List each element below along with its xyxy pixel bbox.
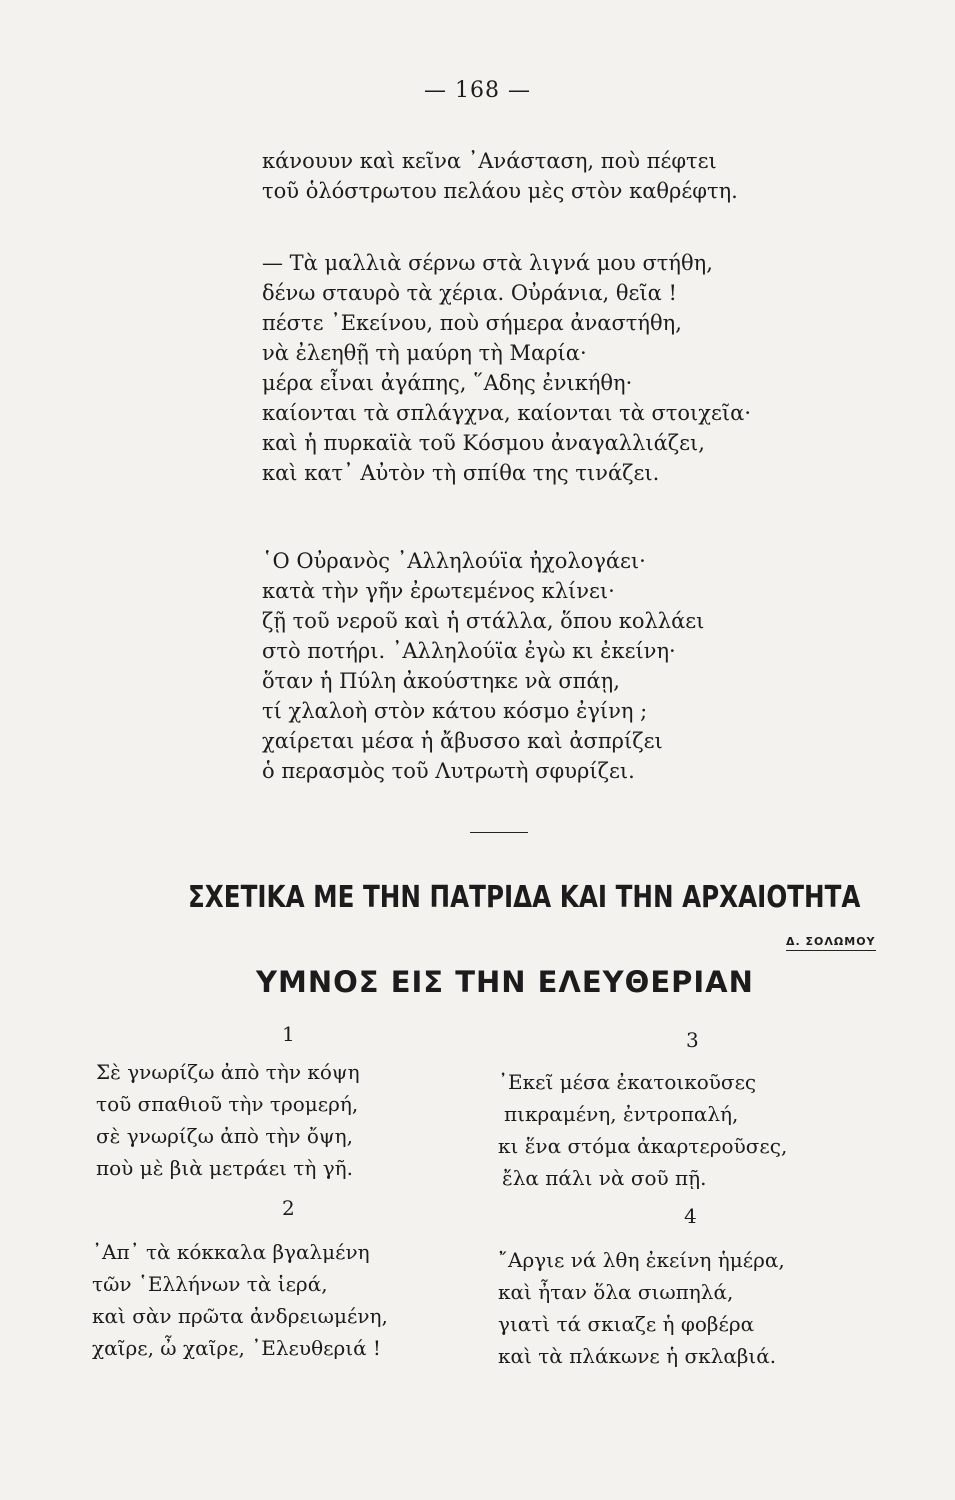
- stanza-number: 1: [282, 1022, 295, 1046]
- stanza-line: τῶν ῾Ελλήνων τὰ ἱερά,: [92, 1272, 328, 1296]
- poem-title: ΥΜΝΟΣ ΕΙΣ ΤΗΝ ΕΛΕΥΘΕΡΙΑΝ: [256, 965, 754, 999]
- verse-line: καὶ κατ᾿ Αὐτὸν τὴ σπίθα της τινάζει.: [262, 461, 660, 485]
- stanza-line: χαῖρε, ὦ χαῖρε, ᾿Ελευθεριά !: [92, 1336, 381, 1360]
- verse-line: ὁ περασμὸς τοῦ Λυτρωτὴ σφυρίζει.: [262, 759, 635, 783]
- verse-line: κάνουυν καὶ κεῖνα ᾿Ανάσταση, ποὺ πέφτει: [262, 149, 717, 173]
- section-divider: [470, 832, 528, 833]
- verse-line: καίονται τὰ σπλάγχνα, καίονται τὰ στοιχεῖα·: [262, 401, 751, 425]
- verse-line: ζῇ τοῦ νεροῦ καὶ ἡ στάλλα, ὅπου κολλάει: [262, 609, 705, 633]
- stanza-line: ᾿Εκεῖ μέσα ἐκατοικοῦσες: [498, 1070, 757, 1094]
- stanza-number: 4: [684, 1204, 697, 1228]
- stanza-line: ῎Αργιε νά λθη ἐκείνη ἡμέρα,: [498, 1248, 785, 1272]
- stanza-line: τοῦ σπαθιοῦ τὴν τρομερή,: [96, 1092, 359, 1116]
- stanza-line: καὶ σὰν πρῶτα ἀνδρειωμένη,: [92, 1304, 388, 1328]
- page-number: — 168 —: [424, 78, 531, 103]
- verse-line: στὸ ποτήρι. ᾿Αλληλούϊα ἐγὼ κι ἐκείνη·: [262, 639, 676, 663]
- stanza-number: 3: [686, 1028, 699, 1052]
- verse-line: ῾Ο Οὐρανὸς ᾿Αλληλούϊα ἠχολογάει·: [262, 549, 646, 573]
- stanza-line: γιατὶ τά σκιαζε ἡ φοβέρα: [498, 1312, 755, 1336]
- verse-line: δένω σταυρὸ τὰ χέρια. Οὐράνια, θεῖα !: [262, 281, 677, 305]
- stanza-line: σὲ γνωρίζω ἀπὸ τὴν ὄψη,: [96, 1124, 353, 1148]
- stanza-number: 2: [282, 1196, 295, 1220]
- stanza-line: καὶ ἦταν ὅλα σιωπηλά,: [498, 1280, 734, 1304]
- verse-line: πέστε ᾿Εκείνου, ποὺ σήμερα ἀναστήθη,: [262, 311, 682, 335]
- verse-line: νὰ ἐλεηθῇ τὴ μαύρη τὴ Μαρία·: [262, 341, 587, 365]
- stanza-line: Σὲ γνωρίζω ἀπὸ τὴν κόψη: [96, 1060, 360, 1084]
- stanza: [498, 1244, 785, 1372]
- stanza: [498, 1066, 787, 1194]
- section-title: ΣΧΕΤΙΚΑ ΜΕ ΤΗΝ ΠΑΤΡΙΔΑ ΚΑΙ ΤΗΝ ΑΡΧΑΙΟΤΗΤΑ: [188, 880, 861, 915]
- verse-line: τί χλαλοὴ στὸν κάτου κόσμο ἐγίνη ;: [262, 699, 648, 723]
- verse-block-bottom: [262, 546, 822, 786]
- verse-line: χαίρεται μέσα ἡ ἄβυσσο καὶ ἀσπρίζει: [262, 729, 663, 753]
- stanza-line: κι ἕνα στόμα ἀκαρτεροῦσες,: [498, 1134, 788, 1158]
- verse-line: — Τὰ μαλλιὰ σέρνω στὰ λιγνά μου στήθη,: [262, 251, 713, 275]
- stanza-line: καὶ τὰ πλάκωνε ἡ σκλαβιά.: [498, 1344, 777, 1368]
- verse-block-top: [262, 146, 822, 206]
- stanza-line: πικραμένη, ἐντροπαλή,: [504, 1102, 739, 1126]
- stanza-line: ᾿Απ᾿ τὰ κόκκαλα βγαλμένη: [92, 1240, 370, 1264]
- verse-line: τοῦ ὁλόστρωτου πελάου μὲς στὸν καθρέφτη.: [262, 179, 738, 203]
- verse-block-middle: [262, 248, 822, 488]
- verse-line: κατὰ τὴν γῆν ἐρωτεμένος κλίνει·: [262, 579, 615, 603]
- verse-line: καὶ ἡ πυρκαϊὰ τοῦ Κόσμου ἀναγαλλιάζει,: [262, 431, 705, 455]
- stanza-line: ποὺ μὲ βιὰ μετράει τὴ γῆ.: [96, 1156, 354, 1180]
- stanza: [92, 1236, 388, 1364]
- stanza-line: ἔλα πάλι νὰ σοῦ πῇ.: [502, 1166, 707, 1190]
- stanza: [96, 1056, 360, 1184]
- verse-line: ὅταν ἡ Πύλη ἀκούστηκε νὰ σπάῃ,: [262, 669, 620, 693]
- verse-line: μέρα εἶναι ἀγάπης, ῞Αδης ἐνικήθη·: [262, 371, 633, 395]
- poem-author: Δ. ΣΟΛΩΜΟΥ: [786, 935, 876, 951]
